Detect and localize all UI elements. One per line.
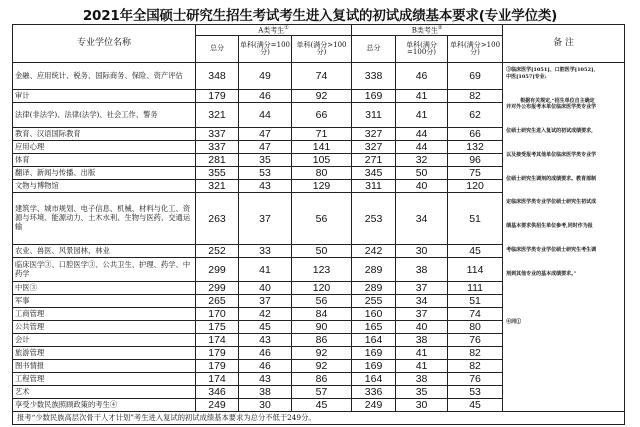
score-table (12, 24, 625, 425)
score-a-100: 53 (239, 167, 292, 180)
score-b-gt100: 51 (448, 295, 503, 308)
score-a-100: 43 (239, 334, 292, 347)
score-b-total: 327 (352, 141, 396, 154)
score-b-gt100: 96 (448, 154, 503, 167)
note-line: 绩基本要求供招生单位参考,同时作为报 (506, 223, 593, 229)
a-gt100-header: 单科(满分>100分) (292, 36, 352, 63)
score-a-total: 174 (196, 334, 239, 347)
score-a-total: 179 (196, 360, 239, 373)
major-name: 临床医学③、口腔医学③、公共卫生、护理、药学、中药学 (13, 258, 196, 282)
score-b-100: 40 (396, 321, 448, 334)
score-a-gt100: 80 (292, 167, 352, 180)
score-b-total: 327 (352, 128, 396, 141)
score-a-100: 41 (239, 258, 292, 282)
score-a-total: 348 (196, 63, 239, 90)
score-b-gt100: 53 (448, 386, 503, 399)
score-b-100: 37 (396, 308, 448, 321)
major-name: 享受少数民族照顾政策的考生④ (13, 399, 196, 412)
major-name: 中医③ (13, 282, 196, 295)
group-a-header: A类考生① (196, 25, 352, 36)
score-a-gt100: 57 (292, 386, 352, 399)
score-b-total: 164 (352, 334, 396, 347)
score-a-100: 35 (239, 154, 292, 167)
major-name: 体育 (13, 154, 196, 167)
major-name: 应用心理 (13, 141, 196, 154)
score-b-total: 311 (352, 180, 396, 193)
note-line: ③临床医学[1051]、口腔医学[1052]、 (506, 67, 599, 73)
score-a-100: 43 (239, 180, 292, 193)
score-b-total: 169 (352, 360, 396, 373)
major-name: 教育、汉语国际教育 (13, 128, 196, 141)
score-b-total: 289 (352, 258, 396, 282)
score-b-gt100: 80 (448, 321, 503, 334)
note-line: 并对外公布报考本单位临床医学类专业学 (506, 104, 597, 111)
score-a-gt100: 90 (292, 321, 352, 334)
note-line: 定临床医学类专业学位硕士研究生初试成 (506, 199, 597, 206)
score-a-total: 337 (196, 141, 239, 154)
score-b-100: 35 (396, 386, 448, 399)
score-b-gt100: 111 (448, 282, 503, 295)
score-b-gt100: 62 (448, 103, 503, 128)
major-name: 审计 (13, 90, 196, 103)
score-a-100: 33 (239, 245, 292, 258)
major-name: 文物与博物馆 (13, 180, 196, 193)
note-line: 剂到其他专业的基本成绩要求。” (506, 270, 577, 277)
score-a-gt100: 92 (292, 347, 352, 360)
score-a-gt100: 141 (292, 141, 352, 154)
score-b-gt100: 114 (448, 258, 503, 282)
major-name: 图书情报 (13, 360, 196, 373)
major-name: 工程管理 (13, 373, 196, 386)
score-b-total: 338 (352, 63, 396, 90)
score-b-total: 169 (352, 347, 396, 360)
score-b-gt100: 69 (448, 63, 503, 90)
score-b-100: 41 (396, 103, 448, 128)
score-a-100: 47 (239, 141, 292, 154)
score-b-gt100: 75 (448, 167, 503, 180)
score-a-100: 43 (239, 373, 292, 386)
note-line: 位硕士研究生调剂的成绩要求。教育部制 (506, 175, 597, 182)
score-b-total: 242 (352, 245, 396, 258)
score-a-100: 37 (239, 295, 292, 308)
score-b-100: 38 (396, 334, 448, 347)
score-a-100: 46 (239, 360, 292, 373)
score-a-gt100: 123 (292, 258, 352, 282)
note-line: 位硕士研究生进入复试的初试成绩要求, (506, 128, 593, 134)
score-b-100: 38 (396, 373, 448, 386)
score-b-100: 34 (396, 295, 448, 308)
note-line: ④同① (506, 319, 522, 326)
score-a-gt100: 45 (292, 399, 352, 412)
score-b-100: 32 (396, 154, 448, 167)
b-100-header: 单科(满分=100分) (396, 36, 448, 63)
score-a-gt100: 71 (292, 128, 352, 141)
score-b-100: 37 (396, 282, 448, 295)
major-name: 会计 (13, 334, 196, 347)
major-name: 艺术 (13, 386, 196, 399)
score-a-gt100: 74 (292, 63, 352, 90)
score-b-total: 164 (352, 373, 396, 386)
score-a-total: 249 (196, 399, 239, 412)
notes-header: 备 注 (503, 25, 625, 63)
note-line: 考临床医学类专业学位硕士研究生考生调 (506, 246, 597, 253)
score-a-100: 30 (239, 399, 292, 412)
major-name: 农业、兽医、风景园林、林业 (13, 245, 196, 258)
score-a-gt100: 86 (292, 334, 352, 347)
score-b-gt100: 82 (448, 360, 503, 373)
score-a-total: 252 (196, 245, 239, 258)
notes-cell (503, 63, 625, 412)
score-a-100: 37 (239, 193, 292, 245)
score-a-gt100: 56 (292, 193, 352, 245)
score-a-total: 299 (196, 282, 239, 295)
score-b-gt100: 82 (448, 90, 503, 103)
score-a-100: 45 (239, 321, 292, 334)
score-b-100: 41 (396, 347, 448, 360)
score-a-gt100: 84 (292, 308, 352, 321)
score-b-total: 249 (352, 399, 396, 412)
score-a-gt100: 86 (292, 373, 352, 386)
score-b-100: 41 (396, 360, 448, 373)
score-a-gt100: 105 (292, 154, 352, 167)
score-a-100: 49 (239, 63, 292, 90)
score-b-100: 30 (396, 245, 448, 258)
table-row (13, 63, 625, 90)
score-b-100: 38 (396, 258, 448, 282)
major-name: 金融、应用统计、税务、国际商务、保险、资产评估 (13, 63, 196, 90)
score-a-gt100: 66 (292, 103, 352, 128)
score-a-total: 321 (196, 180, 239, 193)
score-b-total: 253 (352, 193, 396, 245)
score-b-100: 30 (396, 399, 448, 412)
score-b-gt100: 132 (448, 141, 503, 154)
score-b-total: 165 (352, 321, 396, 334)
score-b-total: 271 (352, 154, 396, 167)
major-name: 建筑学、城市规划、电子信息、机械、材料与化工、资源与环境、能源动力、土木水利、生物与医药、交通运输 (13, 193, 196, 245)
score-a-total: 337 (196, 128, 239, 141)
score-b-gt100: 45 (448, 245, 503, 258)
note-line: 以及接受报考其他单位临床医学类专业学 (506, 151, 597, 158)
score-a-total: 179 (196, 90, 239, 103)
score-b-100: 40 (396, 180, 448, 193)
score-b-100: 41 (396, 90, 448, 103)
score-b-gt100: 76 (448, 373, 503, 386)
group-b-header: B类考生② (352, 25, 503, 36)
note-line: 中医[1057]专业: (506, 73, 547, 80)
page-title: 2021年全国硕士研究生招生考试考生进入复试的初试成绩基本要求(专业学位类) (82, 8, 558, 24)
score-b-gt100: 74 (448, 308, 503, 321)
score-b-gt100: 120 (448, 180, 503, 193)
score-a-gt100: 129 (292, 180, 352, 193)
score-a-100: 42 (239, 308, 292, 321)
score-a-100: 38 (239, 386, 292, 399)
score-a-total: 281 (196, 154, 239, 167)
score-a-100: 44 (239, 103, 292, 128)
score-b-100: 34 (396, 193, 448, 245)
score-a-gt100: 92 (292, 90, 352, 103)
score-a-total: 299 (196, 258, 239, 282)
score-a-total: 321 (196, 103, 239, 128)
score-a-gt100: 50 (292, 245, 352, 258)
score-b-total: 160 (352, 308, 396, 321)
score-b-total: 255 (352, 295, 396, 308)
major-name: 工商管理 (13, 308, 196, 321)
score-a-gt100: 92 (292, 360, 352, 373)
score-b-100: 44 (396, 141, 448, 154)
footer-note: 报考“少数民族高层次骨干人才计划”考生进入复试的初试成绩基本要求为总分不低于249分。 (13, 412, 625, 425)
major-name: 翻译、新闻与传播、出版 (13, 167, 196, 180)
a-total-header: 总分 (196, 36, 239, 63)
score-b-total: 336 (352, 386, 396, 399)
score-b-100: 50 (396, 167, 448, 180)
b-total-header: 总分 (352, 36, 396, 63)
score-b-gt100: 45 (448, 399, 503, 412)
score-b-total: 311 (352, 103, 396, 128)
b-gt100-header: 单科(满分>100分) (448, 36, 503, 63)
score-a-gt100: 120 (292, 282, 352, 295)
score-b-100: 46 (396, 63, 448, 90)
score-b-total: 289 (352, 282, 396, 295)
a-100-header: 单科(满分=100分) (239, 36, 292, 63)
score-a-total: 175 (196, 321, 239, 334)
major-name: 军事 (13, 295, 196, 308)
score-a-100: 46 (239, 347, 292, 360)
score-b-gt100: 76 (448, 334, 503, 347)
col-header-name: 专业学位名称 (13, 25, 196, 63)
score-a-100: 47 (239, 128, 292, 141)
note-line: 根据有关规定,“招生单位自主确定 (520, 97, 595, 104)
score-a-total: 346 (196, 386, 239, 399)
score-a-total: 179 (196, 347, 239, 360)
score-b-total: 169 (352, 90, 396, 103)
score-a-total: 355 (196, 167, 239, 180)
score-b-gt100: 82 (448, 347, 503, 360)
score-b-total: 345 (352, 167, 396, 180)
major-name: 法律(非法学)、法律(法学)、社会工作、警务 (13, 103, 196, 128)
score-b-gt100: 66 (448, 128, 503, 141)
score-b-gt100: 51 (448, 193, 503, 245)
score-a-gt100: 56 (292, 295, 352, 308)
major-name: 公共管理 (13, 321, 196, 334)
score-a-total: 170 (196, 308, 239, 321)
score-a-total: 265 (196, 295, 239, 308)
score-a-100: 46 (239, 90, 292, 103)
score-a-total: 263 (196, 193, 239, 245)
score-a-100: 40 (239, 282, 292, 295)
major-name: 旅游管理 (13, 347, 196, 360)
score-a-total: 174 (196, 373, 239, 386)
score-b-100: 44 (396, 128, 448, 141)
